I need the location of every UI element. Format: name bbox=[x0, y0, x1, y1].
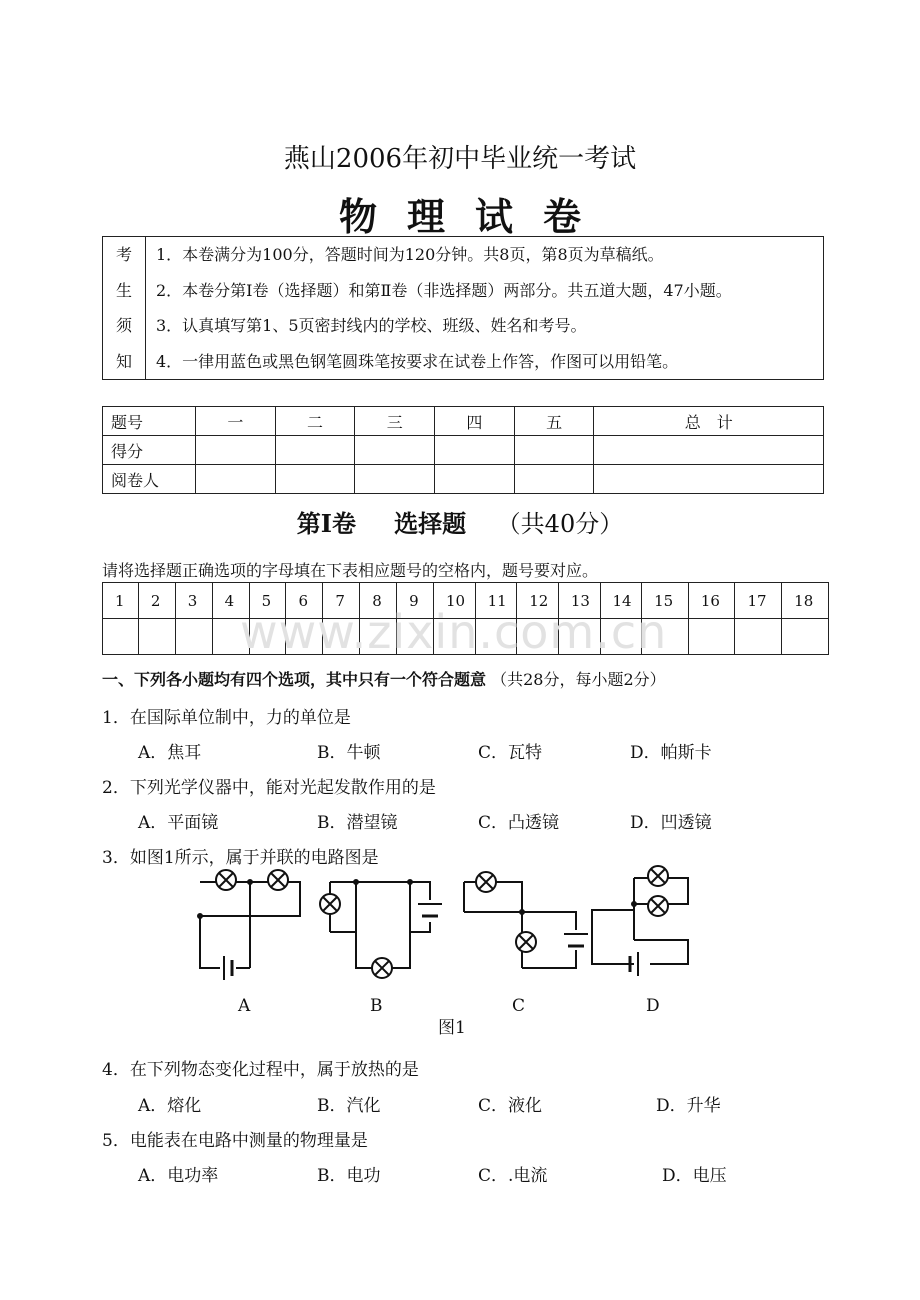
score-header: 五 bbox=[514, 407, 594, 436]
answer-blank[interactable] bbox=[175, 619, 212, 655]
circuit-a bbox=[198, 870, 300, 980]
question-stem: 2．下列光学仪器中，能对光起发散作用的是 bbox=[102, 778, 436, 798]
section-name: 选择题 bbox=[394, 509, 467, 538]
answer-number: 4 bbox=[212, 583, 249, 619]
answer-number: 2 bbox=[138, 583, 175, 619]
section-title bbox=[0, 504, 920, 539]
answer-instruction: 请将选择题正确选项的字母填在下表相应题号的空格内，题号要对应。 bbox=[102, 561, 599, 580]
score-cell[interactable] bbox=[355, 465, 435, 494]
answer-number: 13 bbox=[558, 583, 600, 619]
notice-box bbox=[102, 236, 824, 380]
answer-number: 5 bbox=[249, 583, 286, 619]
score-row-label: 阅卷人 bbox=[103, 465, 196, 494]
option-b[interactable]: B．汽化 bbox=[317, 1096, 381, 1116]
option-c[interactable]: C．液化 bbox=[478, 1096, 543, 1116]
option-c[interactable]: C．凸透镜 bbox=[478, 813, 560, 833]
option-a[interactable]: A．电功率 bbox=[138, 1166, 219, 1186]
part1-heading bbox=[102, 667, 666, 690]
notice-item: 2．本卷分第Ⅰ卷（选择题）和第Ⅱ卷（非选择题）两部分。共五道大题，47小题。 bbox=[156, 280, 732, 300]
notice-item: 4．一律用蓝色或黑色钢笔圆珠笔按要求在试卷上作答，作图可以用铅笔。 bbox=[156, 351, 679, 371]
answer-number: 1 bbox=[103, 583, 139, 619]
score-cell[interactable] bbox=[594, 436, 824, 465]
notice-side-char: 须 bbox=[115, 316, 132, 335]
option-c[interactable]: C．.电流 bbox=[478, 1166, 548, 1186]
figure-caption: 图1 bbox=[438, 1018, 466, 1038]
watermark: www.zixin.com.cn bbox=[240, 605, 668, 659]
notice-side-char: 生 bbox=[115, 280, 132, 300]
notice-side-char: 考 bbox=[115, 245, 132, 264]
score-cell[interactable] bbox=[275, 436, 355, 465]
notice-item: 1．本卷满分为100分，答题时间为120分钟。共8页，第8页为草稿纸。 bbox=[156, 245, 664, 264]
answer-number: 7 bbox=[323, 583, 360, 619]
answer-number: 11 bbox=[475, 583, 517, 619]
option-c[interactable]: C．瓦特 bbox=[478, 743, 543, 763]
figure-label-d: D bbox=[646, 996, 660, 1016]
score-cell[interactable] bbox=[435, 436, 515, 465]
circuit-c bbox=[464, 872, 588, 968]
score-cell[interactable] bbox=[594, 465, 824, 494]
question-stem: 5．电能表在电路中测量的物理量是 bbox=[102, 1131, 368, 1151]
score-cell[interactable] bbox=[514, 436, 594, 465]
option-b[interactable]: B．潜望镜 bbox=[317, 813, 398, 833]
section-points: （共40分） bbox=[496, 510, 624, 538]
question-stem: 4．在下列物态变化过程中，属于放热的是 bbox=[102, 1060, 419, 1080]
answer-number: 15 bbox=[642, 583, 689, 619]
answer-number: 18 bbox=[782, 583, 829, 619]
circuit-figure bbox=[180, 860, 720, 990]
option-a[interactable]: A．焦耳 bbox=[138, 743, 202, 763]
option-d[interactable]: D．凹透镜 bbox=[630, 813, 712, 833]
answer-blank[interactable] bbox=[782, 619, 829, 655]
exam-title: 燕山2006年初中毕业统一考试 bbox=[283, 144, 637, 174]
circuit-b bbox=[320, 880, 442, 978]
score-cell[interactable] bbox=[196, 436, 276, 465]
option-a[interactable]: A．平面镜 bbox=[138, 813, 219, 833]
score-header: 四 bbox=[435, 407, 515, 436]
score-header: 题号 bbox=[103, 407, 196, 436]
answer-number: 8 bbox=[360, 583, 397, 619]
answer-blank[interactable] bbox=[735, 619, 782, 655]
figure-label-a: A bbox=[238, 996, 251, 1016]
paper-title: 物理试卷 bbox=[338, 194, 611, 239]
score-cell[interactable] bbox=[435, 465, 515, 494]
score-cell[interactable] bbox=[355, 436, 435, 465]
score-table bbox=[102, 406, 824, 494]
answer-blank[interactable] bbox=[138, 619, 175, 655]
option-d[interactable]: D．升华 bbox=[656, 1096, 721, 1116]
figure-label-b: B bbox=[370, 996, 383, 1016]
answer-number: 3 bbox=[175, 583, 212, 619]
answer-number: 9 bbox=[397, 583, 434, 619]
circuit-d bbox=[592, 866, 688, 976]
score-cell[interactable] bbox=[196, 465, 276, 494]
notice-side bbox=[103, 237, 146, 380]
answer-number: 10 bbox=[434, 583, 476, 619]
score-row-label: 得分 bbox=[103, 436, 196, 465]
score-header: 总 计 bbox=[594, 407, 824, 436]
score-cell[interactable] bbox=[275, 465, 355, 494]
part1-heading-text: 一、下列各小题均有四个选项，其中只有一个符合题意 bbox=[102, 670, 487, 689]
section-part: 第Ⅰ卷 bbox=[296, 509, 356, 538]
answer-number: 12 bbox=[517, 583, 559, 619]
option-a[interactable]: A．熔化 bbox=[138, 1096, 202, 1116]
notice-side-char: 知 bbox=[115, 351, 132, 371]
answer-blank[interactable] bbox=[688, 619, 735, 655]
question-stem: 1．在国际单位制中，力的单位是 bbox=[102, 708, 351, 728]
option-d[interactable]: D．电压 bbox=[662, 1166, 727, 1186]
option-b[interactable]: B．电功 bbox=[317, 1166, 381, 1186]
part1-heading-note: （共28分，每小题2分） bbox=[491, 670, 666, 689]
answer-number: 14 bbox=[600, 583, 642, 619]
option-d[interactable]: D．帕斯卡 bbox=[630, 743, 712, 763]
notice-item: 3．认真填写第1、5页密封线内的学校、班级、姓名和考号。 bbox=[156, 316, 587, 335]
notice-body bbox=[146, 237, 824, 380]
figure-label-c: C bbox=[512, 996, 526, 1016]
answer-number: 6 bbox=[286, 583, 323, 619]
score-header: 一 bbox=[196, 407, 276, 436]
answer-number: 17 bbox=[735, 583, 782, 619]
score-header: 三 bbox=[355, 407, 435, 436]
score-cell[interactable] bbox=[514, 465, 594, 494]
option-b[interactable]: B．牛顿 bbox=[317, 743, 381, 763]
answer-number: 16 bbox=[688, 583, 735, 619]
score-header: 二 bbox=[275, 407, 355, 436]
answer-blank[interactable] bbox=[103, 619, 139, 655]
question-stem: 3．如图1所示，属于并联的电路图是 bbox=[102, 848, 379, 868]
